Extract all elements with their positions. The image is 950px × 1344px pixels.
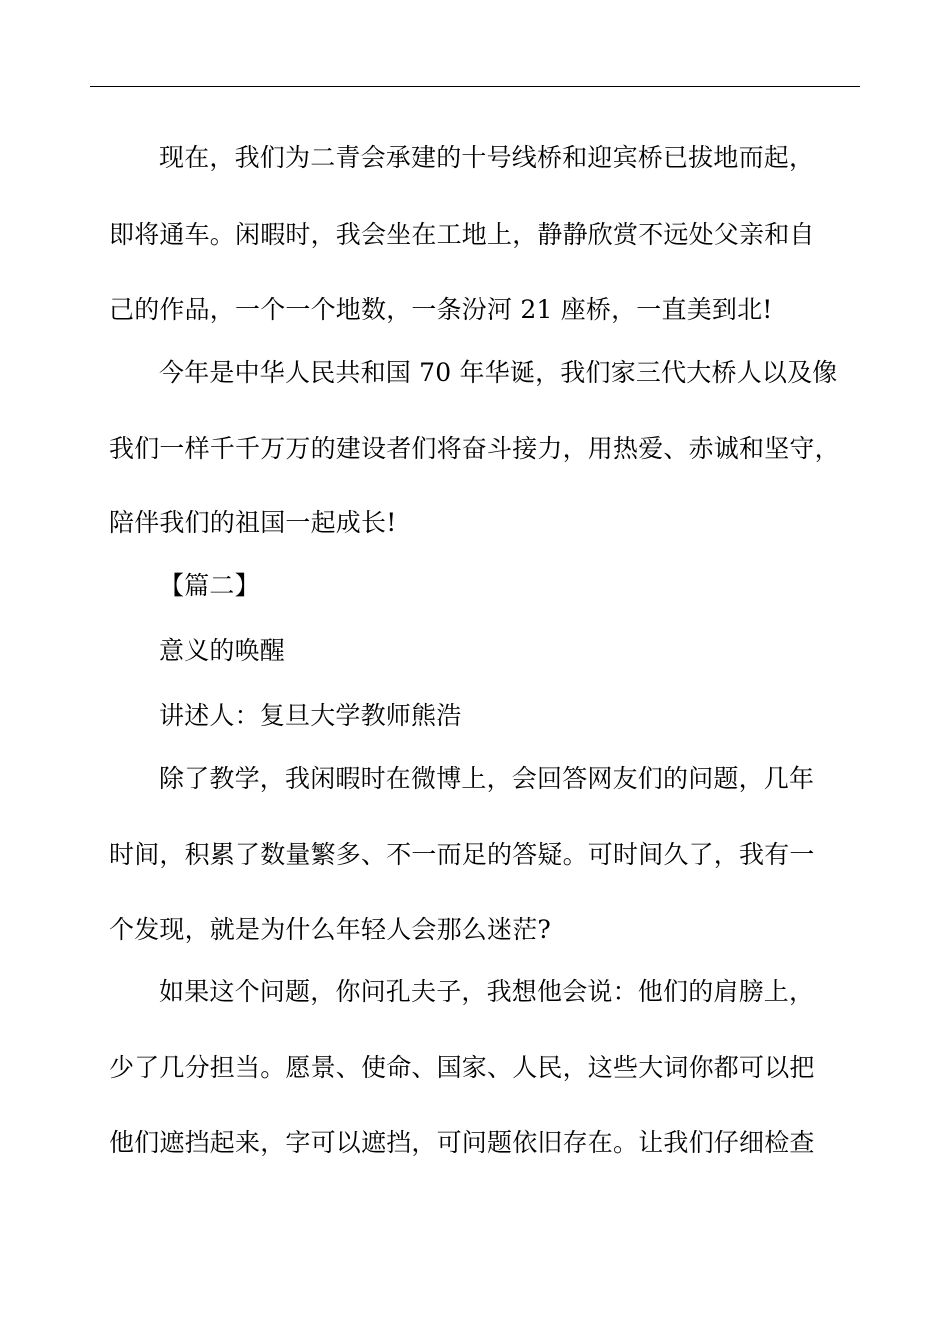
paragraph-line-13: 如果这个问题，你问孔夫子，我想他会说：他们的肩膀上， (159, 977, 815, 1006)
paragraph-line-5: 我们一样千千万万的建设者们将奋斗接力，用热爱、赤诚和坚守， (109, 434, 840, 463)
narrator-line: 讲述人：复旦大学教师熊浩 (159, 701, 462, 730)
paragraph-line-2: 即将通车。闲暇时，我会坐在工地上，静静欣赏不远处父亲和自 (109, 220, 815, 249)
section-title: 意义的唤醒 (159, 636, 286, 665)
paragraph-line-15: 他们遮挡起来，字可以遮挡，可问题依旧存在。让我们仔细检查 (109, 1128, 815, 1157)
paragraph-line-11: 时间，积累了数量繁多、不一而足的答疑。可时间久了，我有一 (109, 840, 815, 869)
paragraph-line-1: 现在，我们为二青会承建的十号线桥和迎宾桥已拔地而起， (159, 143, 815, 172)
paragraph-line-14: 少了几分担当。愿景、使命、国家、人民，这些大词你都可以把 (109, 1053, 815, 1082)
paragraph-line-10: 除了教学，我闲暇时在微博上，会回答网友们的问题，几年 (159, 764, 815, 793)
paragraph-line-3: 己的作品，一个一个地数，一条汾河 21 座桥，一直美到北! (109, 295, 773, 324)
header-rule (90, 86, 860, 87)
paragraph-line-4: 今年是中华人民共和国 70 年华诞，我们家三代大桥人以及像 (159, 358, 838, 387)
paragraph-line-6: 陪伴我们的祖国一起成长! (109, 508, 397, 537)
section-heading: 【篇二】 (159, 571, 260, 600)
paragraph-line-12: 个发现，就是为什么年轻人会那么迷茫? (109, 915, 552, 944)
